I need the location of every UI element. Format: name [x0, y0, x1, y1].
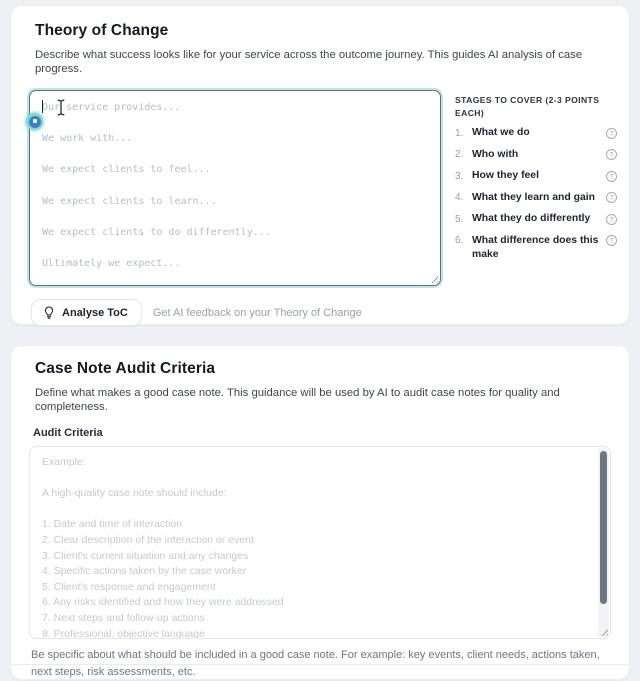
section-divider — [11, 664, 629, 665]
help-icon[interactable]: ? — [606, 214, 617, 225]
stage-label: What they learn and gain — [472, 191, 595, 203]
stage-item-who-with — [455, 148, 617, 163]
stage-number: 5. — [455, 213, 464, 225]
stage-number: 1. — [455, 127, 464, 139]
stage-label: What we do — [472, 127, 530, 138]
analyse-toc-button-label: Analyse ToC — [62, 306, 128, 319]
lightbulb-icon — [43, 306, 55, 319]
theory-of-change-row — [29, 90, 617, 286]
help-icon[interactable]: ? — [606, 235, 617, 246]
case-note-audit-card — [10, 345, 630, 680]
theory-of-change-card — [10, 5, 630, 325]
assistant-extension-icon-inner — [29, 116, 41, 128]
text-caret — [42, 100, 43, 113]
stages-to-cover-panel — [455, 90, 617, 286]
stage-item-what-they-learn — [455, 191, 617, 206]
stage-number: 6. — [455, 235, 464, 246]
stage-item-how-they-feel — [455, 169, 617, 184]
analyse-row — [31, 299, 617, 326]
audit-criteria-help-text: Be specific about what should be included in a good case note. For example: key events, client needs, actions taken, next steps, risk assessments, etc. — [31, 649, 600, 678]
stage-item-what-difference — [455, 234, 617, 263]
analyse-toc-caption: Get AI feedback on your Theory of Change — [152, 306, 362, 319]
stages-heading: STAGES TO COVER (2-3 POINTS EACH) — [455, 95, 600, 118]
stage-number: 3. — [455, 170, 464, 182]
assistant-extension-icon[interactable] — [26, 113, 43, 130]
help-icon[interactable]: ? — [606, 149, 617, 160]
stage-item-what-we-do — [455, 126, 617, 141]
stage-number: 2. — [455, 149, 464, 160]
stage-number: 4. — [455, 192, 464, 203]
toc-textarea-wrap — [29, 90, 441, 286]
stage-item-what-they-do-differently — [455, 212, 617, 227]
stage-label: Who with — [472, 148, 519, 160]
audit-criteria-title: Case Note Audit Criteria — [35, 360, 216, 377]
theory-of-change-title: Theory of Change — [35, 22, 169, 39]
theory-of-change-description: Describe what success looks like for your service across the outcome journey. This guides AI analysis of case progress. — [35, 49, 583, 75]
audit-textarea-wrap — [29, 446, 611, 639]
help-icon[interactable]: ? — [606, 128, 617, 139]
scrollbar-thumb[interactable] — [600, 451, 607, 604]
analyse-toc-button[interactable] — [31, 299, 142, 326]
text-cursor-icon — [56, 99, 66, 116]
scrollbar-track[interactable] — [598, 448, 609, 637]
audit-criteria-textarea[interactable] — [29, 446, 611, 639]
stage-label: How they feel — [472, 170, 539, 181]
stage-label: What they do differently — [472, 213, 591, 224]
audit-criteria-description: Define what makes a good case note. This guidance will be used by AI to audit case notes for quality and completeness. — [35, 387, 560, 413]
stage-label: What difference does this make — [472, 234, 599, 260]
help-icon[interactable]: ? — [606, 171, 617, 182]
audit-criteria-field-label: Audit Criteria — [33, 427, 103, 439]
theory-of-change-textarea[interactable] — [29, 90, 441, 286]
help-icon[interactable]: ? — [606, 192, 617, 203]
